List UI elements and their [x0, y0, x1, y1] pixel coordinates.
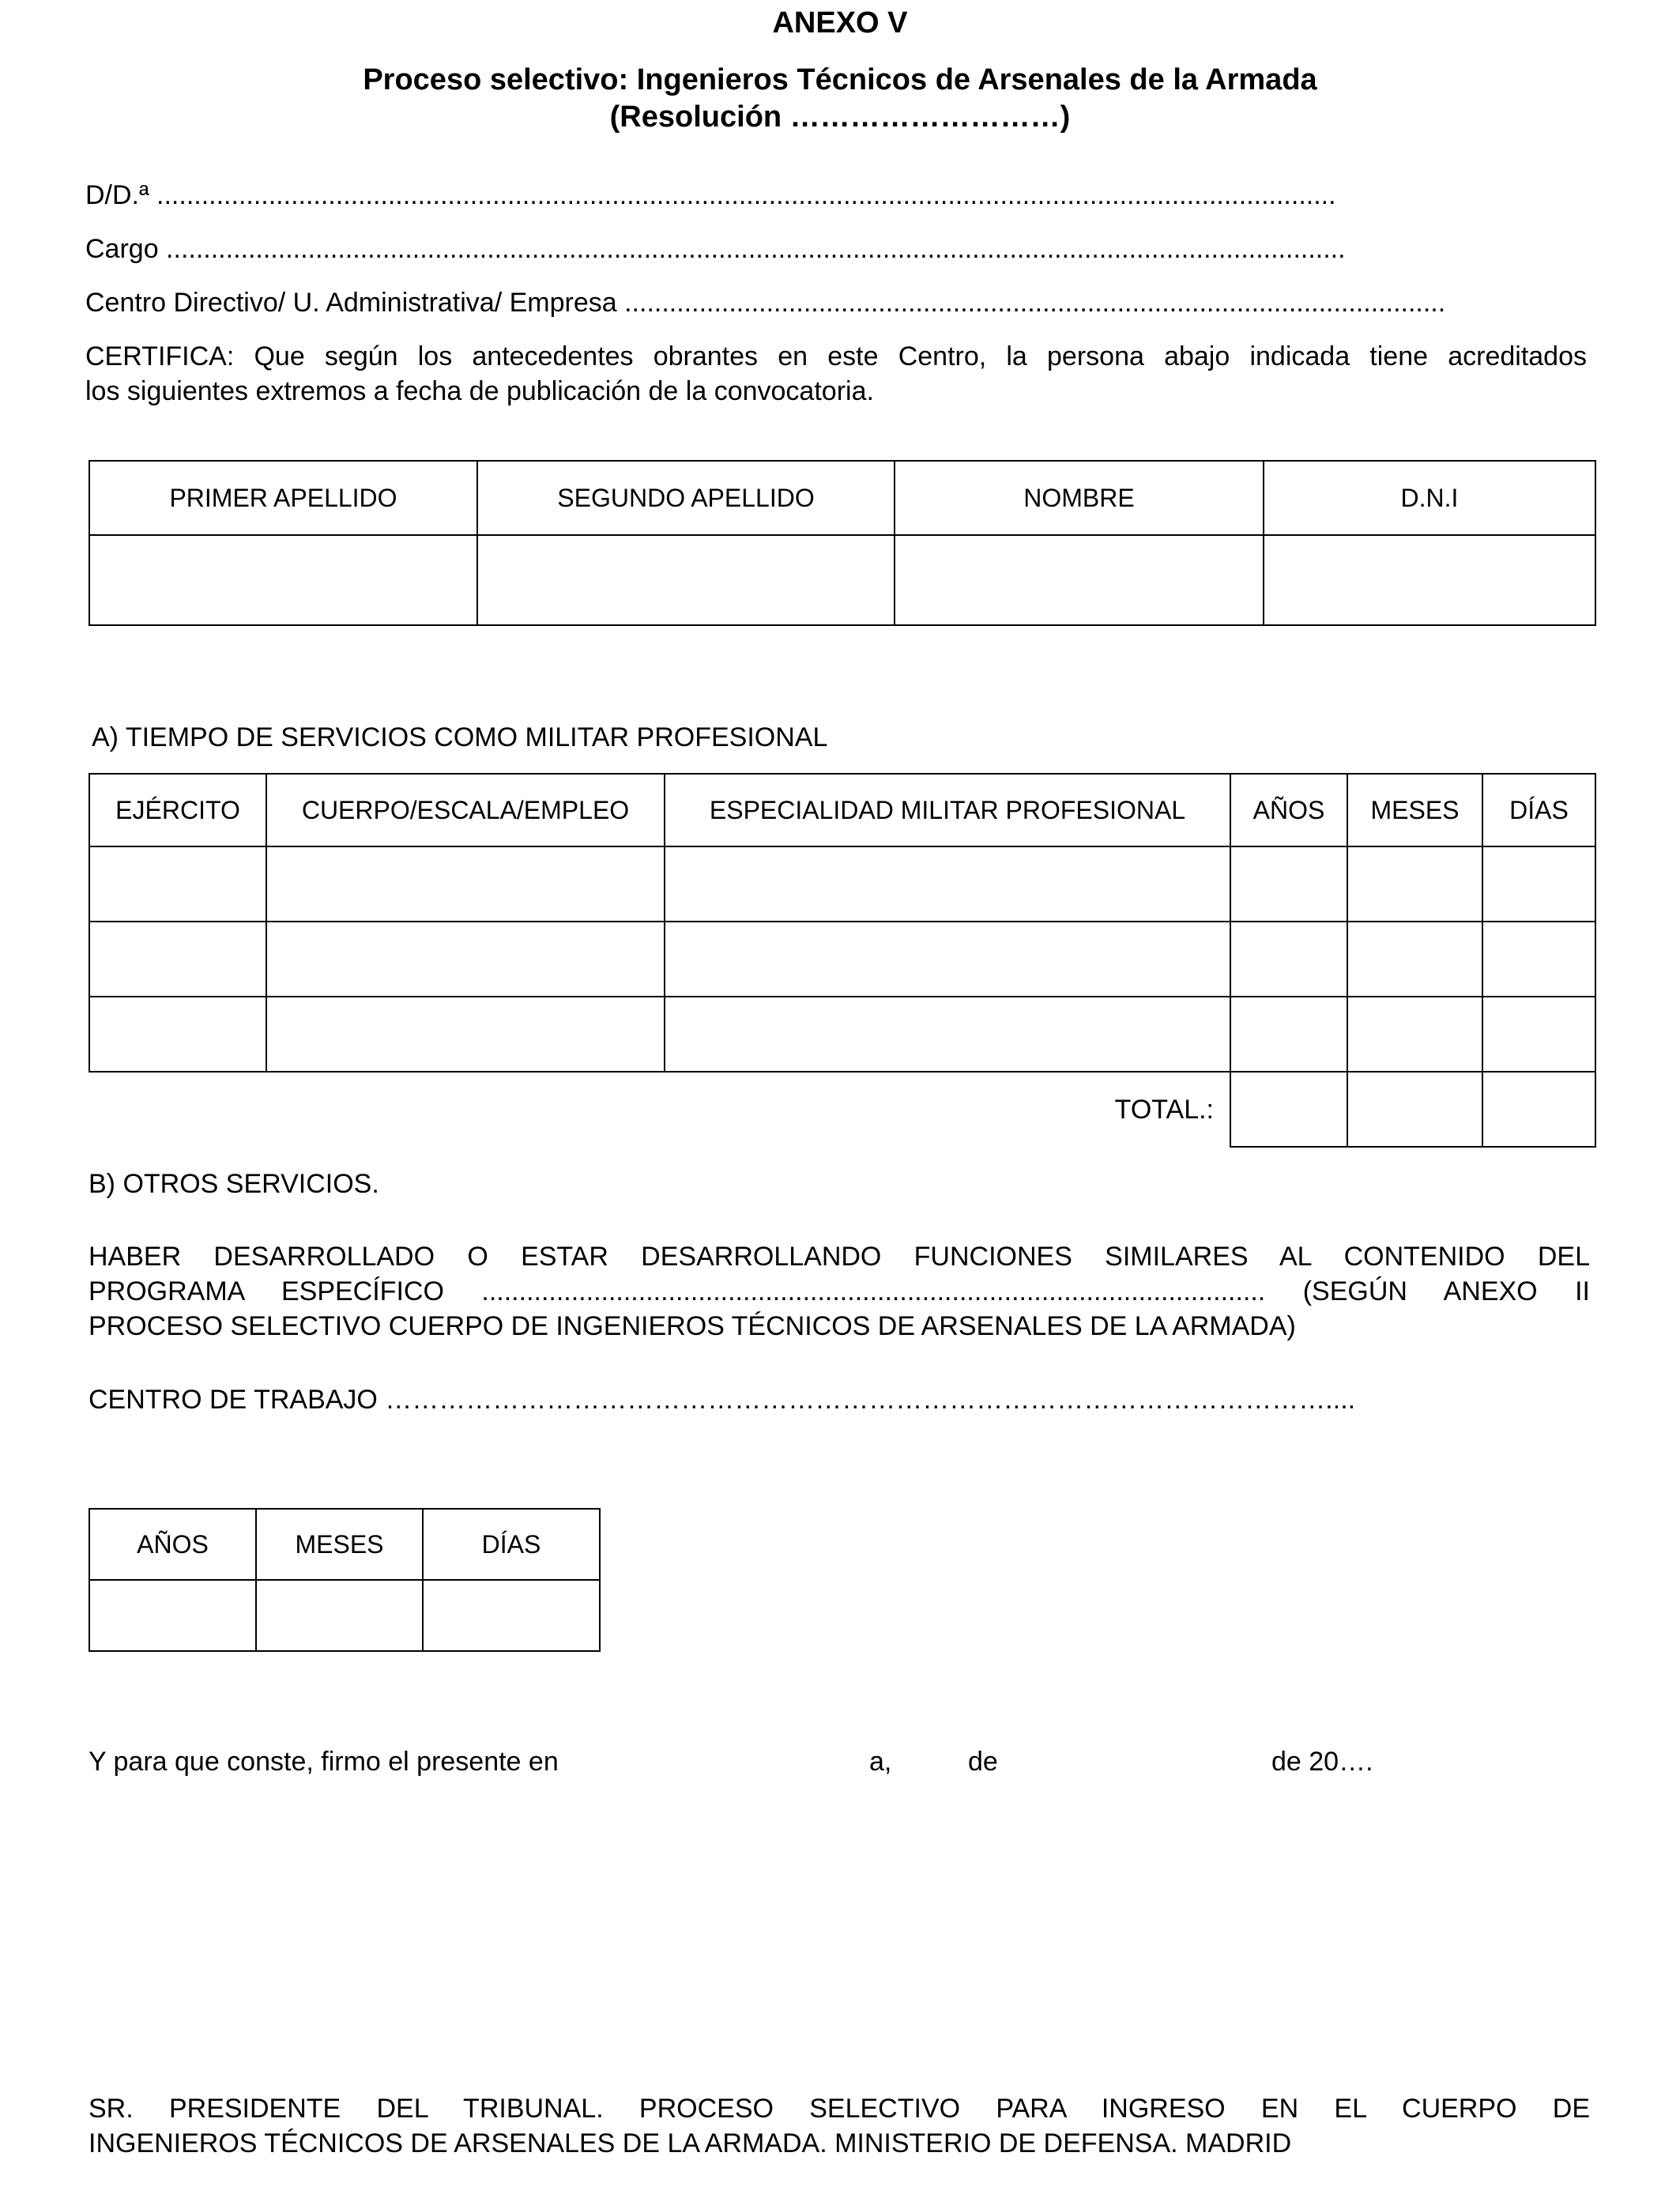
cuerpo-cell[interactable] [266, 846, 665, 922]
especialidad-cell[interactable] [665, 846, 1230, 922]
primer-apellido-cell[interactable] [89, 535, 477, 625]
total-anos-cell[interactable] [1230, 1072, 1347, 1147]
footer-line-1: SR. PRESIDENTE DEL TRIBUNAL. PROCESO SELECTIVO PARA INGRESO EN EL CUERPO DE [89, 2094, 1590, 2124]
section-b-line-2: PROGRAMA ESPECÍFICO ......................................................................................................... (SEGÚN ANEXO II [89, 1276, 1590, 1306]
certifica-line-1: CERTIFICA: Que según los antecedentes obrantes en este Centro, la persona abajo indicada tiene acreditados [85, 341, 1587, 371]
anos-cell[interactable] [1230, 997, 1347, 1072]
table-row [89, 922, 1595, 997]
header-especialidad: ESPECIALIDAD MILITAR PROFESIONAL [665, 774, 1230, 846]
certifica-line-2: los siguientes extremos a fecha de publicación de la convocatoria. [85, 376, 874, 406]
ejercito-cell[interactable] [89, 922, 266, 997]
header-meses: MESES [256, 1509, 423, 1580]
dias-cell[interactable] [423, 1580, 600, 1651]
header-cuerpo-escala-empleo: CUERPO/ESCALA/EMPLEO [266, 774, 665, 846]
segundo-apellido-cell[interactable] [477, 535, 895, 625]
meses-cell[interactable] [1347, 997, 1482, 1072]
meses-cell[interactable] [1347, 846, 1482, 922]
header-segundo-apellido: SEGUNDO APELLIDO [477, 461, 895, 535]
annex-title: ANEXO V [772, 6, 908, 40]
other-services-table [89, 1508, 601, 1652]
dias-cell[interactable] [1482, 922, 1595, 997]
table-row [89, 997, 1595, 1072]
total-label: TOTAL.: [1114, 1094, 1214, 1125]
header-dias: DÍAS [1482, 774, 1595, 846]
total-meses-cell[interactable] [1347, 1072, 1482, 1147]
dias-cell[interactable] [1482, 997, 1595, 1072]
process-title: Proceso selectivo: Ingenieros Técnicos de Arsenales de la Armada [363, 63, 1317, 96]
header-ejercito: EJÉRCITO [89, 774, 266, 846]
centro-trabajo-field: CENTRO DE TRABAJO …………………………………………………………………………………………….... [89, 1385, 1356, 1415]
ejercito-cell[interactable] [89, 997, 266, 1072]
header-meses: MESES [1347, 774, 1482, 846]
anos-cell[interactable] [89, 1580, 256, 1651]
anos-cell[interactable] [1230, 922, 1347, 997]
cuerpo-cell[interactable] [266, 997, 665, 1072]
military-service-table [89, 773, 1596, 1148]
resolution-line: (Resolución ………………………) [609, 100, 1071, 134]
dni-cell[interactable] [1264, 535, 1595, 625]
signature-de: de [968, 1747, 998, 1777]
section-b-line-3: PROCESO SELECTIVO CUERPO DE INGENIEROS TÉCNICOS DE ARSENALES DE LA ARMADA) [89, 1311, 1296, 1341]
cargo-field: Cargo .............................................................................................................................................................. [85, 234, 1346, 264]
especialidad-cell[interactable] [665, 922, 1230, 997]
signature-a: a, [869, 1747, 892, 1777]
header-dias: DÍAS [423, 1509, 600, 1580]
table-row [89, 846, 1595, 922]
dd-field: D/D.ª .............................................................................................................................................................. [85, 180, 1336, 210]
section-b-line-1: HABER DESARROLLADO O ESTAR DESARROLLANDO FUNCIONES SIMILARES AL CONTENIDO DEL [89, 1242, 1590, 1272]
meses-cell[interactable] [1347, 922, 1482, 997]
section-a-title: A) TIEMPO DE SERVICIOS COMO MILITAR PROFESIONAL [92, 722, 828, 752]
header-dni: D.N.I [1264, 461, 1595, 535]
cuerpo-cell[interactable] [266, 922, 665, 997]
footer-line-2: INGENIEROS TÉCNICOS DE ARSENALES DE LA ARMADA. MINISTERIO DE DEFENSA. MADRID [89, 2128, 1292, 2158]
signature-year: de 20…. [1271, 1747, 1373, 1777]
meses-cell[interactable] [256, 1580, 423, 1651]
dias-cell[interactable] [1482, 846, 1595, 922]
header-anos: AÑOS [1230, 774, 1347, 846]
anos-cell[interactable] [1230, 846, 1347, 922]
signature-text: Y para que conste, firmo el presente en [89, 1747, 559, 1777]
especialidad-cell[interactable] [665, 997, 1230, 1072]
header-anos: AÑOS [89, 1509, 256, 1580]
header-nombre: NOMBRE [895, 461, 1264, 535]
ejercito-cell[interactable] [89, 846, 266, 922]
total-dias-cell[interactable] [1482, 1072, 1595, 1147]
centro-field: Centro Directivo/ U. Administrativa/ Empresa .............................................................................................................. [85, 288, 1446, 318]
total-row [89, 1072, 1595, 1147]
nombre-cell[interactable] [895, 535, 1264, 625]
person-table [89, 460, 1596, 626]
section-b-title: B) OTROS SERVICIOS. [89, 1169, 379, 1199]
header-primer-apellido: PRIMER APELLIDO [89, 461, 477, 535]
